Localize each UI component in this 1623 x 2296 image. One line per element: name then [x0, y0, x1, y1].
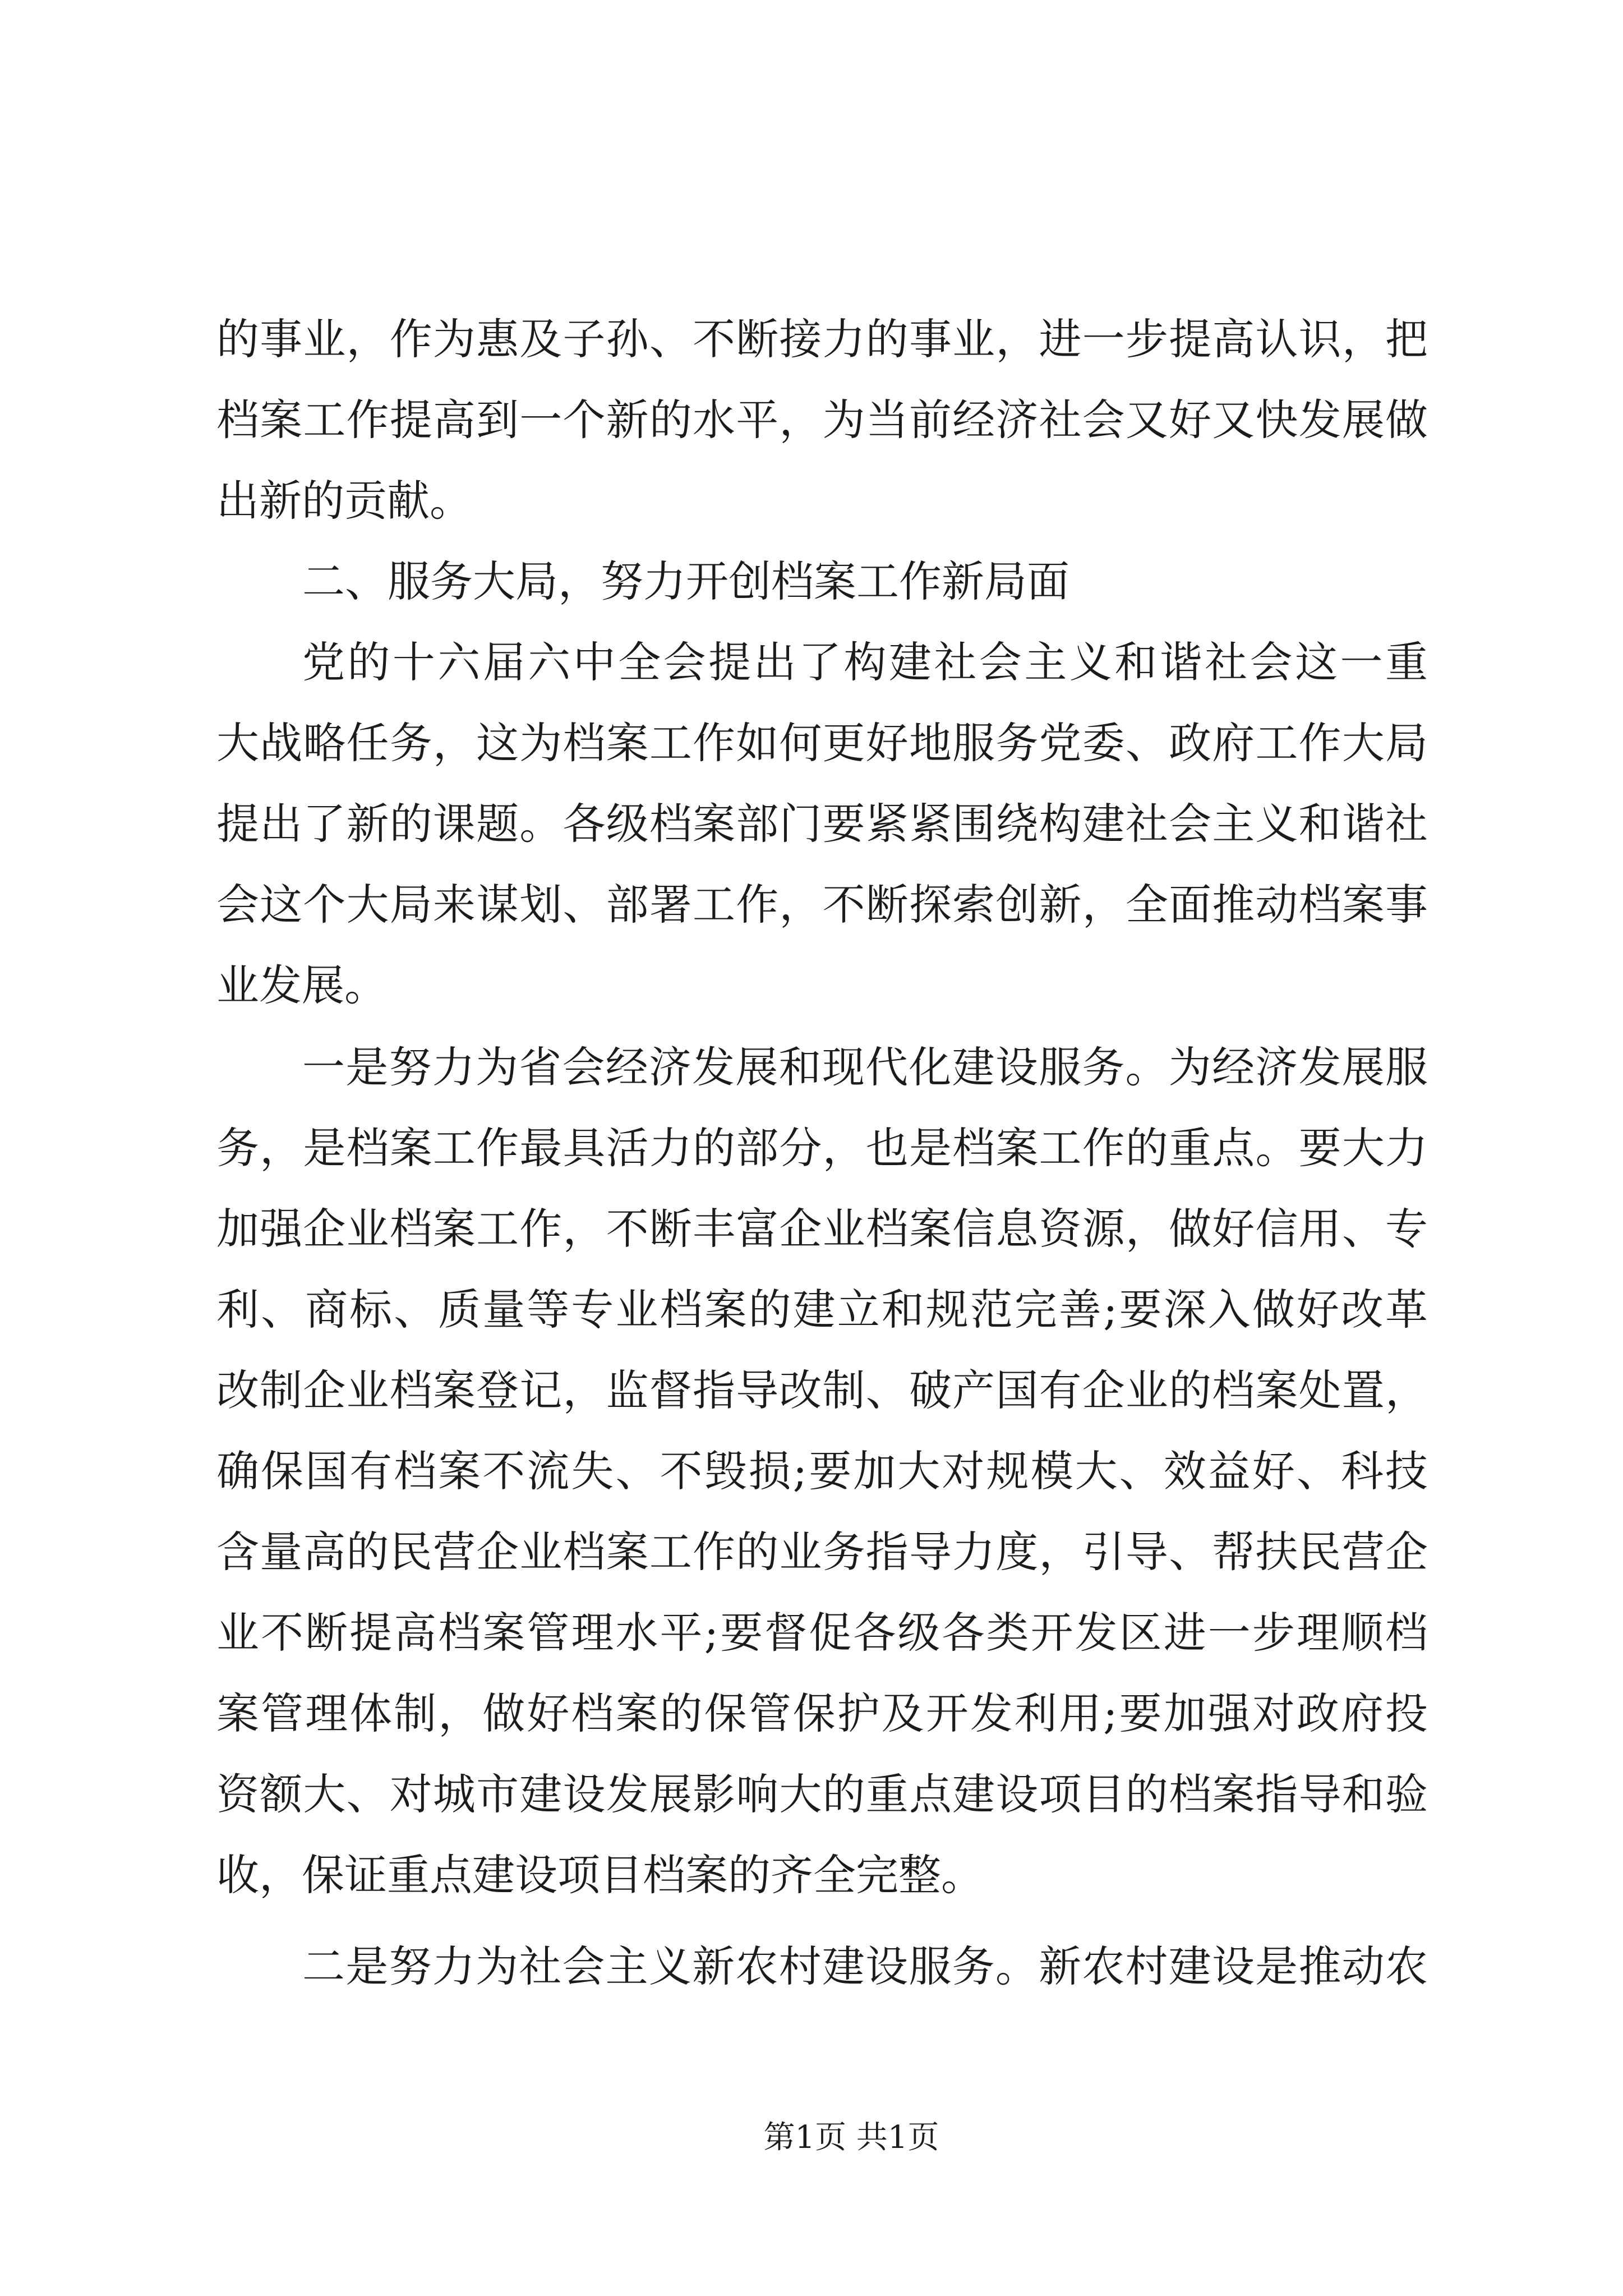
text-line: 提出了新的课题。各级档案部门要紧紧围绕构建社会主义和谐社 — [216, 799, 1428, 849]
text-line: 务，是档案工作最具活力的部分，也是档案工作的重点。要大力 — [216, 1123, 1428, 1173]
text-line: 出新的贡献。 — [216, 476, 472, 526]
text-line: 一是努力为省会经济发展和现代化建设服务。为经济发展服 — [302, 1042, 1428, 1092]
text-line: 档案工作提高到一个新的水平，为当前经济社会又好又快发展做 — [216, 395, 1428, 445]
text-line: 收，保证重点建设项目档案的齐全完整。 — [216, 1850, 984, 1900]
text-line: 会这个大局来谋划、部署工作，不断探索创新，全面推动档案事 — [216, 880, 1428, 930]
text-line: 资额大、对城市建设发展影响大的重点建设项目的档案指导和验 — [216, 1769, 1428, 1819]
text-line: 确保国有档案不流失、不毁损;要加大对规模大、效益好、科技 — [216, 1446, 1428, 1496]
document-body — [216, 299, 1428, 2007]
text-line: 利、商标、质量等专业档案的建立和规范完善;要深入做好改革 — [216, 1285, 1428, 1335]
text-line: 的事业，作为惠及子孙、不断接力的事业，进一步提高认识，把 — [216, 314, 1428, 364]
paragraph — [216, 299, 1428, 541]
text-line: 改制企业档案登记，监督指导改制、破产国有企业的档案处置， — [216, 1365, 1428, 1415]
section-heading — [216, 541, 1428, 622]
text-line: 案管理体制，做好档案的保管保护及开发利用;要加强对政府投 — [216, 1688, 1428, 1738]
text-line: 党的十六届六中全会提出了构建社会主义和谐社会这一重 — [302, 637, 1428, 687]
section-heading-text: 二、服务大局，努力开创档案工作新局面 — [302, 556, 1069, 606]
paragraph — [216, 1926, 1428, 2007]
page-footer: 第1页 共1页 — [763, 2119, 939, 2156]
text-line: 大战略任务，这为档案工作如何更好地服务党委、政府工作大局 — [216, 718, 1428, 768]
paragraph — [216, 1027, 1428, 1916]
text-line: 业不断提高档案管理水平;要督促各级各类开发区进一步理顺档 — [216, 1608, 1428, 1658]
text-line: 业发展。 — [216, 960, 387, 1010]
text-line: 加强企业档案工作，不断丰富企业档案信息资源，做好信用、专 — [216, 1204, 1428, 1254]
text-line: 二是努力为社会主义新农村建设服务。新农村建设是推动农 — [302, 1941, 1428, 1991]
text-line: 含量高的民营企业档案工作的业务指导力度，引导、帮扶民营企 — [216, 1527, 1428, 1577]
paragraph — [216, 622, 1428, 1026]
